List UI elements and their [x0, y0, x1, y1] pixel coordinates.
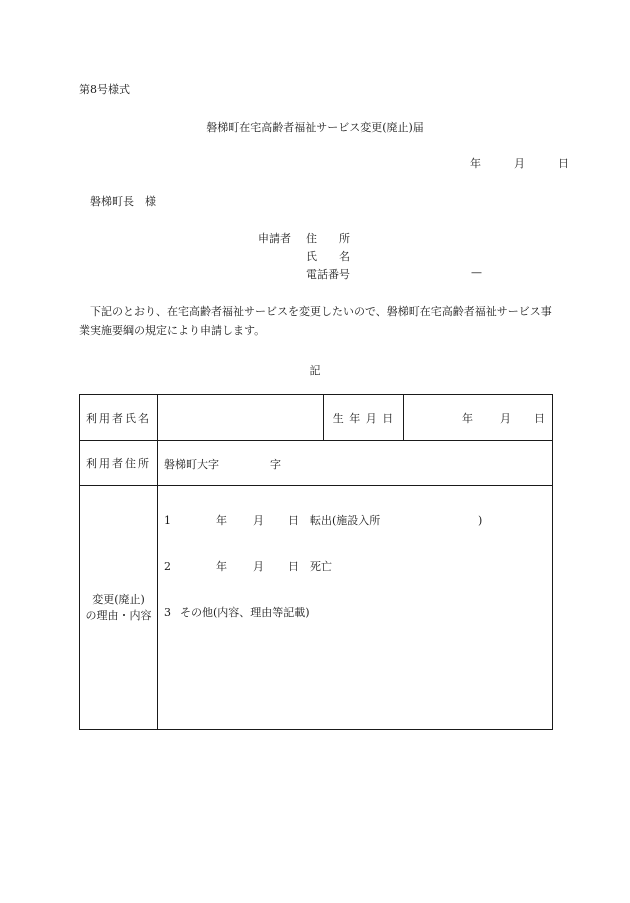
form-number: 第8号様式: [79, 83, 130, 96]
user-name-label: 利用者氏名: [80, 395, 158, 441]
date-year: 年: [470, 157, 481, 170]
reason-1-day: 日: [288, 514, 299, 527]
applicant-address-row: [258, 230, 350, 246]
address-prefix: 磐梯町大字: [164, 458, 219, 471]
detail-table: [79, 394, 553, 730]
reason-content[interactable]: [158, 486, 553, 730]
ki-heading: 記: [309, 364, 321, 377]
reason-2-year: 年: [216, 560, 227, 573]
reason-1-close: ): [478, 514, 483, 527]
birth-day: 日: [534, 412, 545, 425]
reason-1-number: 1: [164, 514, 171, 527]
user-name-field[interactable]: [158, 395, 324, 441]
date-day: 日: [558, 157, 569, 170]
reason-2-day: 日: [288, 560, 299, 573]
reason-3: [164, 603, 546, 647]
birth-year: 年: [462, 412, 473, 425]
reason-row: [80, 486, 553, 730]
reason-1-text: 転出(施設入所: [310, 514, 381, 527]
reason-1-month: 月: [253, 514, 264, 527]
reason-1-year: 年: [216, 514, 227, 527]
date-month: 月: [514, 157, 525, 170]
user-address-label: 利用者住所: [80, 441, 158, 486]
reason-label: [80, 486, 158, 730]
birth-month: 月: [500, 412, 511, 425]
reason-3-number: 3: [164, 606, 171, 619]
reason-2: [164, 557, 546, 603]
applicant-address-label: 住 所: [306, 232, 350, 245]
document-title: 磐梯町在宅高齢者福祉サービス変更(廃止)届: [206, 121, 424, 134]
birth-date-field[interactable]: [404, 395, 553, 441]
birth-date-label: 生 年 月 日: [324, 395, 404, 441]
applicant-phone-label: 電話番号: [306, 268, 350, 281]
reason-2-month: 月: [253, 560, 264, 573]
reason-3-text: その他(内容、理由等記載): [180, 606, 310, 619]
user-name-row: [80, 395, 553, 441]
date-line: [470, 155, 569, 171]
applicant-label: 申請者: [258, 232, 291, 245]
user-address-field[interactable]: [158, 441, 553, 486]
aza-label: 字: [270, 458, 281, 471]
reason-2-number: 2: [164, 560, 171, 573]
addressee: 磐梯町長 様: [90, 195, 156, 208]
body-paragraph: 下記のとおり、在宅高齢者福祉サービスを変更したいので、磐梯町在宅高齢者福祉サービス事業実施要綱の規定により申請します。: [79, 305, 552, 337]
phone-separator: —: [471, 266, 482, 279]
applicant-phone-row: [258, 266, 350, 282]
reason-2-text: 死亡: [310, 560, 332, 573]
reason-label-line-1: 変更(廃止): [92, 592, 145, 606]
applicant-name-label: 氏 名: [306, 250, 350, 263]
user-address-row: [80, 441, 553, 486]
reason-label-line-2: の理由・内容: [85, 608, 152, 622]
applicant-name-row: [258, 248, 350, 264]
reason-1: [164, 511, 546, 557]
